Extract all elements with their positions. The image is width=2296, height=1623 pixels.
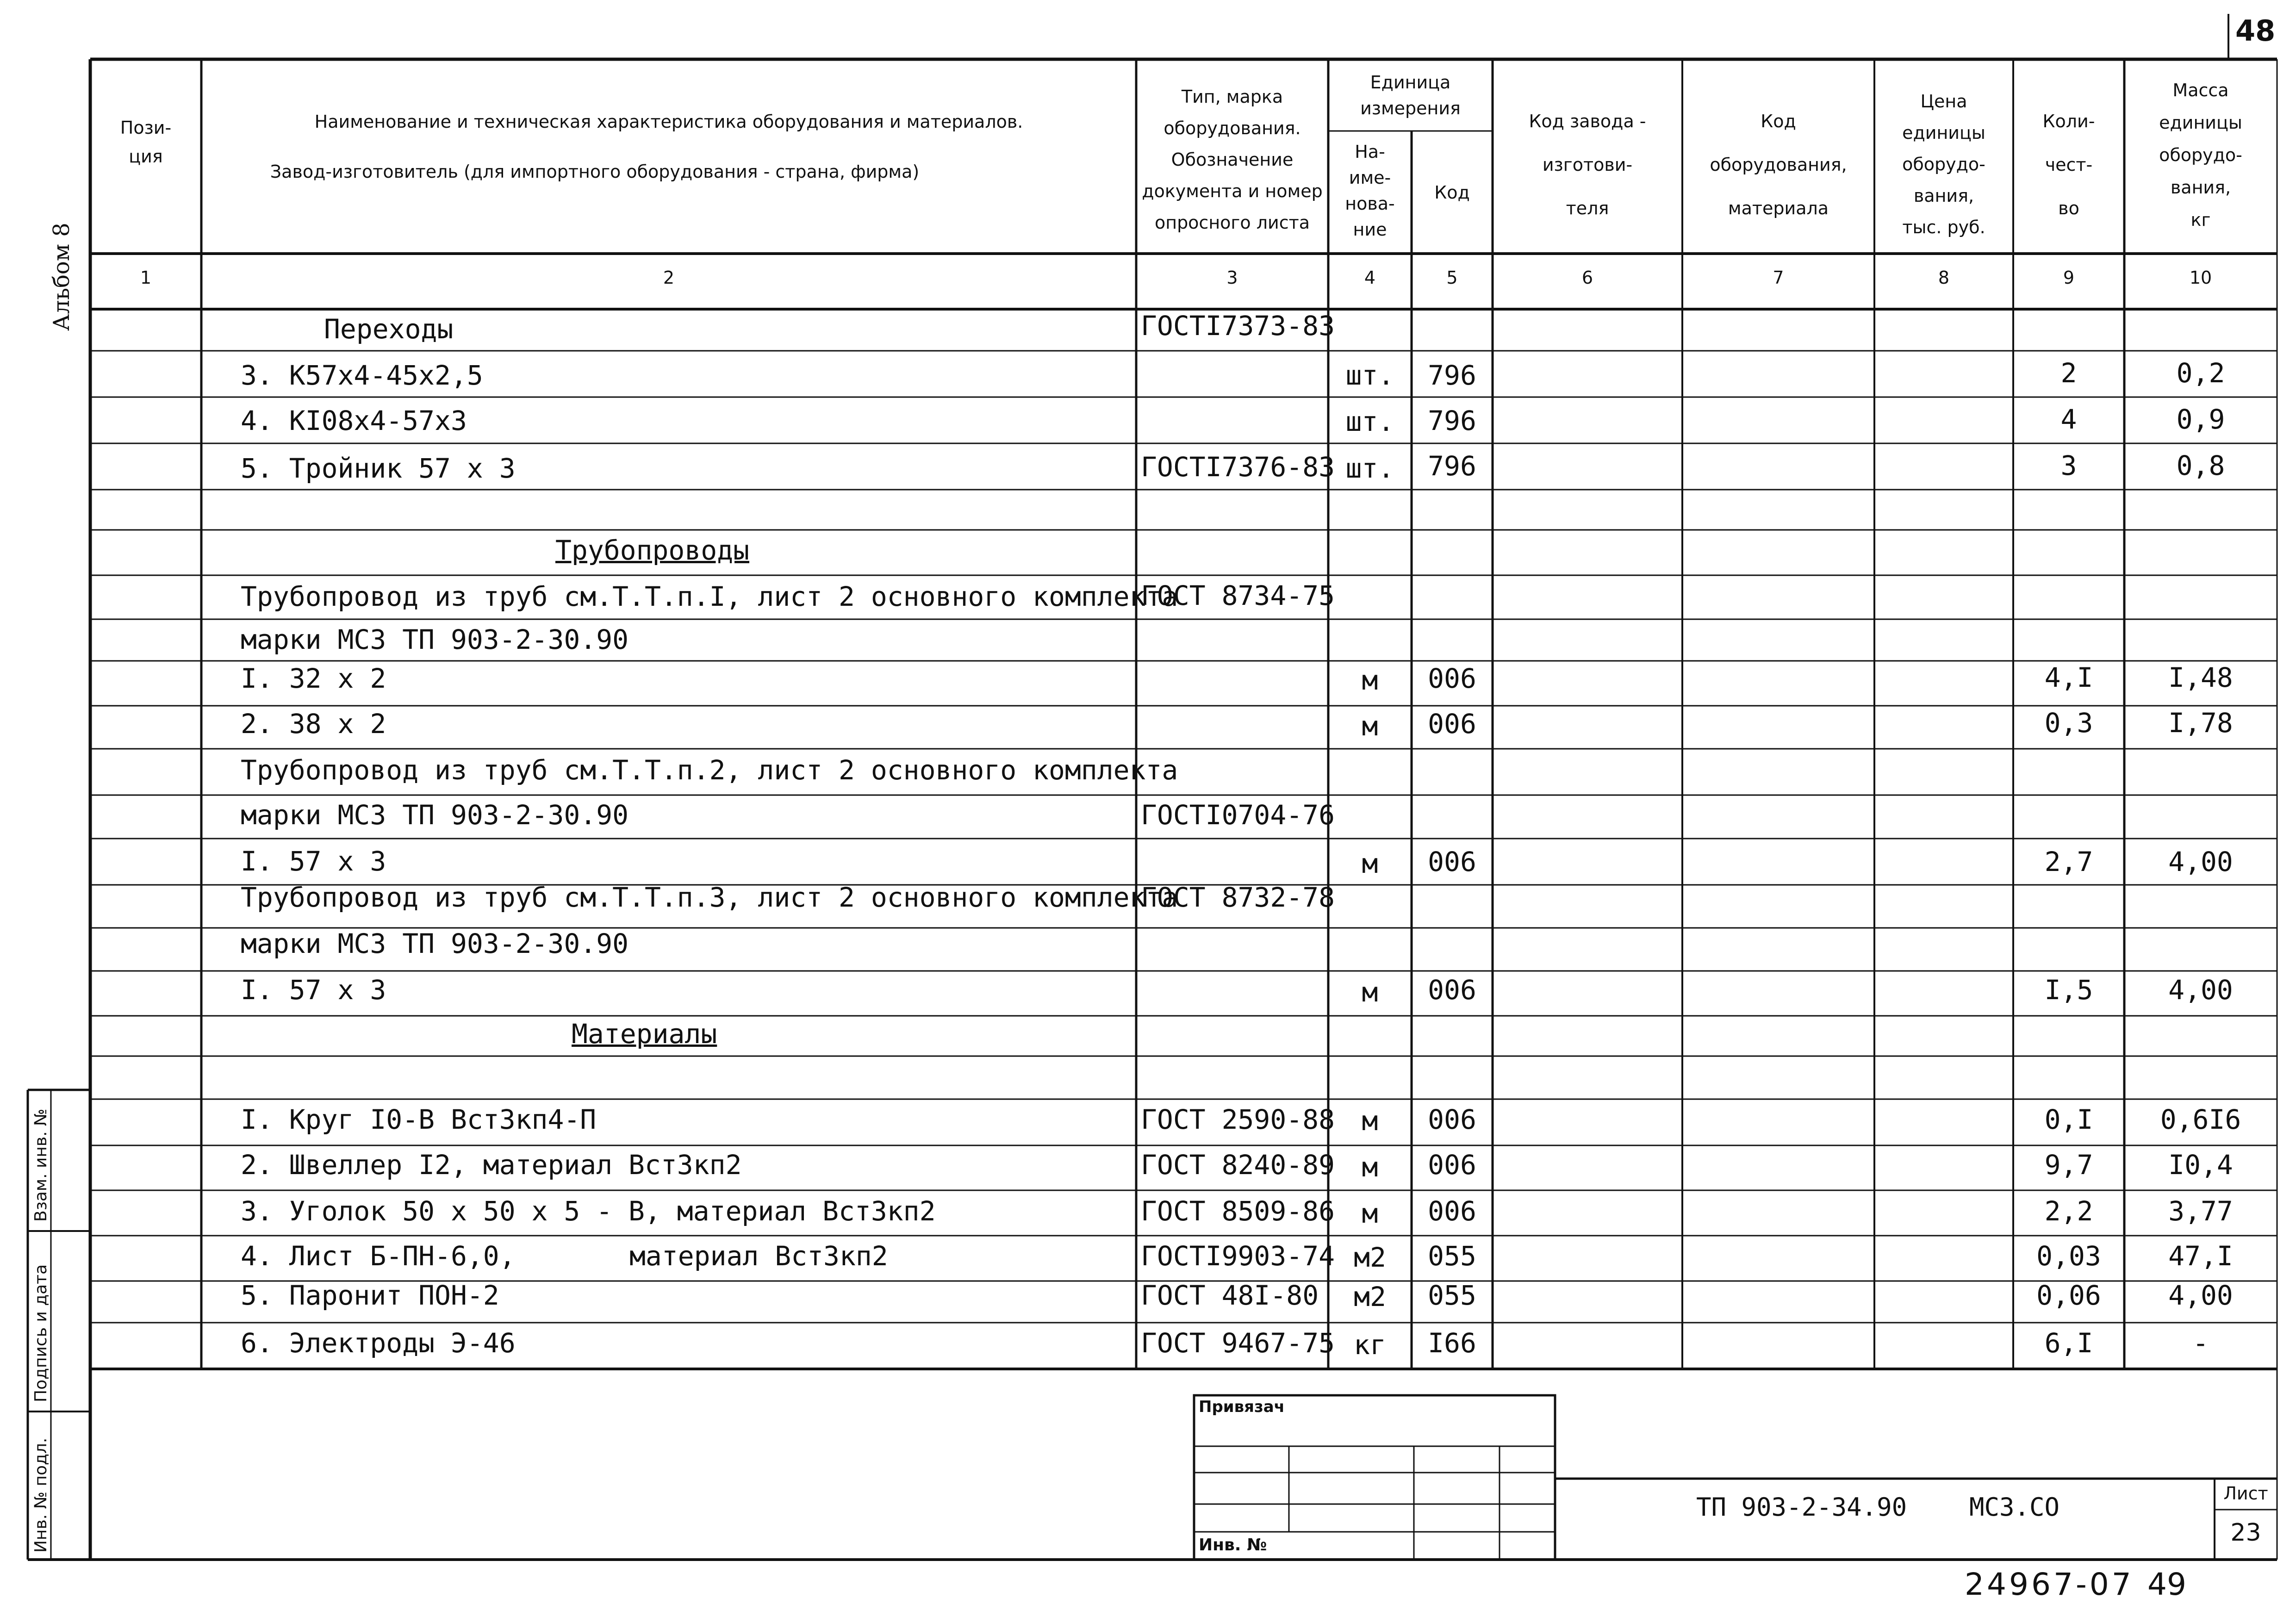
doc-cell: ГОСТ 8732-78: [1141, 882, 1335, 913]
code-cell: 055: [1428, 1240, 1476, 1272]
document-mark: МСЗ.СО: [1969, 1492, 2060, 1522]
column-number: 7: [1773, 267, 1784, 288]
doc-cell: ГОСТ 8509-86: [1141, 1195, 1335, 1227]
code-cell: 006: [1428, 846, 1476, 877]
name-cell: 6. Электроды Э-46: [241, 1327, 516, 1359]
column-number: 6: [1581, 267, 1593, 288]
mass-cell: I,78: [2168, 707, 2233, 739]
unit-cell: м: [1362, 976, 1378, 1008]
section-title: Переходы: [324, 313, 454, 345]
doc-cell: ГОСТI7376-83: [1141, 451, 1335, 483]
header-type: Тип, марка оборудования. Обозначение документа и номер опросного листа: [1142, 87, 1323, 233]
unit-cell: шт.: [1345, 360, 1394, 391]
column-number: 1: [140, 267, 152, 288]
code-cell: 796: [1428, 450, 1476, 482]
section-title: Материалы: [572, 1018, 717, 1050]
sheet-value: 23: [2230, 1519, 2261, 1547]
header-name: Наименование и техническая характеристика оборудования и материалов.: [314, 112, 1023, 132]
qty-cell: 4: [2060, 404, 2077, 435]
qty-cell: 4,I: [2044, 662, 2093, 693]
qty-cell: 2,7: [2044, 846, 2093, 877]
unit-cell: м: [1362, 665, 1378, 696]
album-label: Альбом 8: [49, 223, 75, 331]
name-cell: марки МСЗ ТП 903-2-30.90: [241, 624, 629, 655]
doc-cell: ГОСТI7373-83: [1141, 310, 1335, 342]
mass-cell: -: [2192, 1327, 2209, 1359]
name-cell: I. Круг I0-В ВстЗкп4-П: [241, 1104, 597, 1135]
name-cell: Трубопровод из труб см.Т.Т.п.I, лист 2 основного комплекта: [241, 581, 1178, 612]
mass-cell: 0,6I6: [2160, 1104, 2241, 1135]
column-number: 10: [2189, 267, 2212, 288]
name-cell: 2. 38 х 2: [241, 708, 386, 740]
name-cell: Трубопровод из труб см.Т.Т.п.2, лист 2 основного комплекта: [241, 754, 1178, 786]
unit-cell: м: [1362, 1105, 1378, 1137]
qty-cell: 3: [2060, 450, 2077, 481]
qty-cell: 0,I: [2044, 1104, 2093, 1135]
name-cell: 4. КI08х4-57х3: [241, 405, 467, 436]
mass-cell: 4,00: [2168, 974, 2233, 1006]
code-cell: 796: [1428, 405, 1476, 436]
mass-cell: 3,77: [2168, 1195, 2233, 1227]
qty-cell: I,5: [2044, 974, 2093, 1006]
unit-cell: м: [1362, 1151, 1378, 1183]
side-stamp-signature-date: Подпись и дата: [31, 1264, 50, 1402]
name-cell: марки МСЗ ТП 903-2-30.90: [241, 928, 629, 959]
header-manufacturer: Завод-изготовитель (для импортного оборудования - страна, фирма): [270, 162, 920, 182]
stamp-inv: Инв. №: [1199, 1536, 1267, 1555]
doc-cell: ГОСТ 8240-89: [1141, 1149, 1335, 1181]
column-number: 8: [1938, 267, 1950, 288]
unit-cell: м: [1362, 710, 1378, 742]
doc-cell: ГОСТ 2590-88: [1141, 1104, 1335, 1135]
qty-cell: 0,06: [2036, 1280, 2101, 1311]
unit-cell: кг: [1354, 1329, 1386, 1361]
side-stamp-replaced-inv: Взам. инв. №: [31, 1108, 50, 1222]
doc-cell: ГОСТ 8734-75: [1141, 580, 1335, 611]
doc-cell: ГОСТ 9467-75: [1141, 1327, 1335, 1359]
unit-cell: шт.: [1345, 453, 1394, 484]
doc-cell: ГОСТI0704-76: [1141, 799, 1335, 831]
mass-cell: 4,00: [2168, 1280, 2233, 1311]
qty-cell: 0,03: [2036, 1240, 2101, 1272]
mass-cell: 47,I: [2168, 1240, 2233, 1272]
name-cell: Трубопровод из труб см.Т.Т.п.3, лист 2 основного комплекта: [241, 882, 1178, 913]
qty-cell: 2: [2060, 357, 2077, 389]
unit-cell: шт.: [1345, 406, 1394, 437]
header-unit-code: Код: [1434, 182, 1470, 203]
name-cell: I. 32 х 2: [241, 663, 386, 694]
qty-cell: 9,7: [2044, 1149, 2093, 1181]
column-number: 5: [1446, 267, 1458, 288]
name-cell-material: материал ВстЗкп2: [629, 1240, 888, 1272]
code-cell: 796: [1428, 360, 1476, 391]
sheet-label: Лист: [2223, 1483, 2268, 1504]
code-cell: 006: [1428, 663, 1476, 694]
code-cell: 006: [1428, 974, 1476, 1006]
name-cell: 2. Швеллер I2, материал ВстЗкп2: [241, 1149, 742, 1181]
name-cell: 5. Паронит ПОН-2: [241, 1280, 499, 1311]
archive-number: 24967-07: [1965, 1567, 2134, 1602]
name-cell: I. 57 х 3: [241, 846, 386, 877]
header-position: Пози- ция: [120, 118, 172, 167]
name-cell: 5. Тройник 57 х 3: [241, 453, 516, 484]
column-number: 9: [2063, 267, 2075, 288]
column-number: 2: [663, 267, 675, 288]
mass-cell: 4,00: [2168, 846, 2233, 877]
mass-cell: 0,2: [2176, 357, 2225, 389]
code-cell: I66: [1428, 1327, 1476, 1359]
stamp-privyazal: Привязач: [1199, 1398, 1285, 1416]
header-equipment-code: Код оборудования, материала: [1710, 111, 1847, 218]
unit-cell: м: [1362, 848, 1378, 879]
section-title: Трубопроводы: [555, 535, 750, 566]
document-designation: ТП 903-2-34.90: [1696, 1492, 1907, 1522]
header-price: Цена единицы оборудо- вания, тыс. руб.: [1902, 91, 1985, 237]
name-cell: марки МСЗ ТП 903-2-30.90: [241, 799, 629, 831]
code-cell: 055: [1428, 1280, 1476, 1311]
code-cell: 006: [1428, 1149, 1476, 1181]
header-unit-group: Единица измерения: [1360, 72, 1461, 118]
column-number: 3: [1226, 267, 1238, 288]
header-quantity: Коли- чест- во: [2042, 111, 2095, 218]
code-cell: 006: [1428, 708, 1476, 740]
name-cell: 3. Уголок 50 х 50 х 5 - В, материал ВстЗкп2: [241, 1195, 936, 1227]
sheet-number-top: 48: [2235, 14, 2276, 48]
mass-cell: 0,9: [2176, 404, 2225, 435]
name-cell: 3. К57х4-45х2,5: [241, 360, 483, 391]
header-factory-code: Код завода - изготови- теля: [1529, 111, 1646, 218]
mass-cell: I0,4: [2168, 1149, 2233, 1181]
unit-cell: м: [1362, 1198, 1378, 1229]
name-cell: I. 57 х 3: [241, 974, 386, 1006]
qty-cell: 0,3: [2044, 707, 2093, 739]
mass-cell: 0,8: [2176, 450, 2225, 481]
doc-cell: ГОСТI9903-74: [1141, 1240, 1335, 1272]
code-cell: 006: [1428, 1195, 1476, 1227]
page-number-handwritten: 49: [2147, 1567, 2186, 1602]
name-cell: 4. Лист Б-ПН-6,0,: [241, 1240, 516, 1272]
qty-cell: 2,2: [2044, 1195, 2093, 1227]
header-unit-name: На- име- нова- ние: [1345, 142, 1395, 240]
header-mass: Масса единицы оборудо- вания, кг: [2159, 80, 2242, 230]
unit-cell: м2: [1354, 1281, 1386, 1312]
unit-cell: м2: [1354, 1242, 1386, 1273]
mass-cell: I,48: [2168, 662, 2233, 693]
doc-cell: ГОСТ 48I-80: [1141, 1280, 1319, 1311]
code-cell: 006: [1428, 1104, 1476, 1135]
qty-cell: 6,I: [2044, 1327, 2093, 1359]
column-number: 4: [1364, 267, 1376, 288]
side-stamp-original-inv: Инв. № подл.: [31, 1437, 50, 1553]
